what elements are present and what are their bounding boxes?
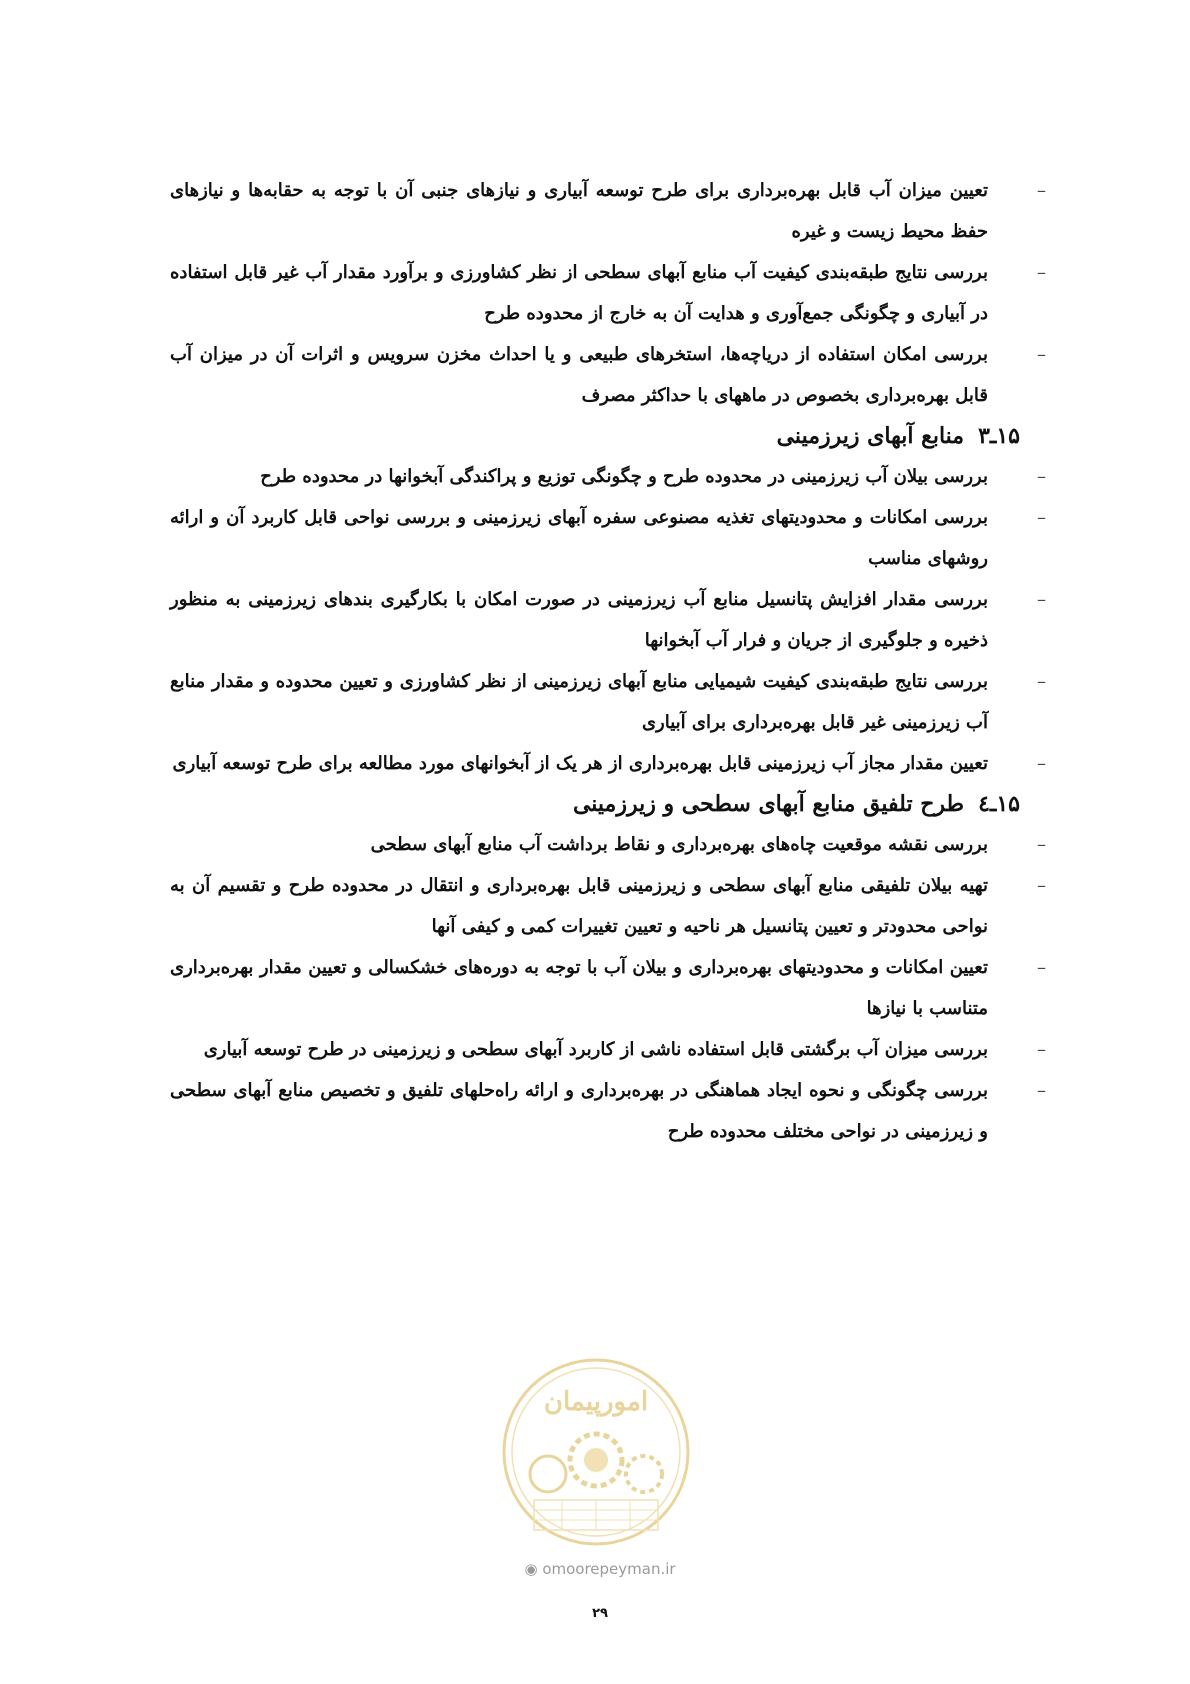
list-item: – بررسی نتایج طبقه‌بندی کیفیت شیمیایی منابع آبهای زیرزمینی از نظر کشاورزی و تعیین محدوده و مقدار منابع آب زیرزمینی غیر قابل بهره‌برداری برای آبیاری (170, 671, 1046, 733)
list-item: – بررسی مقدار افزایش پتانسیل منابع آب زیرزمینی در صورت امکان با بکارگیری بندهای زیرزمینی به منظور ذخیره و جلوگیری از جریان و فرار آب آبخوانها (170, 589, 1046, 651)
list-item: – بررسی میزان آب برگشتی قابل استفاده ناشی از کاربرد آبهای سطحی و زیرزمینی در طرح توسعه آبیاری (203, 1039, 1046, 1060)
section-number: ۱۵ـ۳ (978, 423, 1020, 449)
list-item: – بررسی امکان استفاده از دریاچه‌ها، استخرهای طبیعی و یا احداث مخزن سرویس و اثرات آن در میزان آب قابل بهره‌برداری بخصوص در ماههای با حداکثر مصرف (170, 344, 1046, 406)
watermark-logo (496, 1352, 696, 1552)
page-number: ۲۹ (592, 1606, 608, 1621)
section-heading-groundwater (170, 416, 1020, 456)
list-item: – بررسی نتایج طبقه‌بندی کیفیت آب منابع آبهای سطحی از نظر کشاورزی و برآورد مقدار آب غیر قابل استفاده در آبیاری و چگونگی جمع‌آوری و هدایت آن به خارج از محدوده طرح (170, 262, 1046, 324)
section-heading-conjunctive-use (170, 784, 1020, 824)
watermark-site: ◉ omoorepeyman.ir (524, 1560, 676, 1578)
list-item: – تعیین مقدار مجاز آب زیرزمینی قابل بهره‌برداری از هر یک از آبخوانهای مورد مطالعه برای طرح توسعه آبیاری (172, 753, 1046, 774)
list-item: – بررسی امکانات و محدودیتهای تغذیه مصنوعی سفره آبهای زیرزمینی و بررسی نواحی قابل کاربرد آن و ارائه روشهای مناسب (170, 507, 1046, 569)
watermark-logo-text: امورپیمان (543, 1387, 649, 1417)
globe-icon: ◉ (524, 1560, 538, 1578)
list-item: – بررسی چگونگی و نحوه ایجاد هماهنگی در بهره‌برداری و ارائه راه‌حلهای تلفیق و تخصیص منابع آبهای سطحی و زیرزمینی در نواحی مختلف محدوده طرح (170, 1080, 1046, 1142)
list-item: – بررسی نقشه موقعیت چاه‌های بهره‌برداری و نقاط برداشت آب منابع آبهای سطحی (370, 834, 1046, 855)
conjunctive-bullet-list (170, 824, 1046, 1152)
list-item: – تعیین امکانات و محدودیتهای بهره‌برداری و بیلان آب با توجه به دوره‌های خشکسالی و تعیین مقدار بهره‌برداری متناسب با نیازها (170, 957, 1046, 1019)
list-item: – بررسی بیلان آب زیرزمینی در محدوده طرح و چگونگی توزیع و پراکندگی آبخوانها در محدوده طرح (260, 466, 1046, 487)
list-item: – تهیه بیلان تلفیقی منابع آبهای سطحی و زیرزمینی قابل بهره‌برداری و انتقال در محدوده طرح و تقسیم آن به نواحی محدودتر و تعیین پتانسیل هر ناحیه و تعیین تغییرات کمی و کیفی آنها (170, 875, 1046, 937)
groundwater-bullet-list (170, 456, 1046, 784)
document-body (170, 170, 1046, 1152)
section-title: منابع آبهای زیرزمینی (776, 423, 965, 449)
intro-bullet-list (170, 170, 1046, 416)
section-title: طرح تلفیق منابع آبهای سطحی و زیرزمینی (572, 791, 965, 817)
section-number: ۱۵ـ٤ (978, 791, 1020, 817)
list-item: – تعیین میزان آب قابل بهره‌برداری برای طرح توسعه آبیاری و نیازهای جنبی آن با توجه به حقابه‌ها و نیازهای حفظ محیط زیست و غیره (170, 180, 1046, 242)
